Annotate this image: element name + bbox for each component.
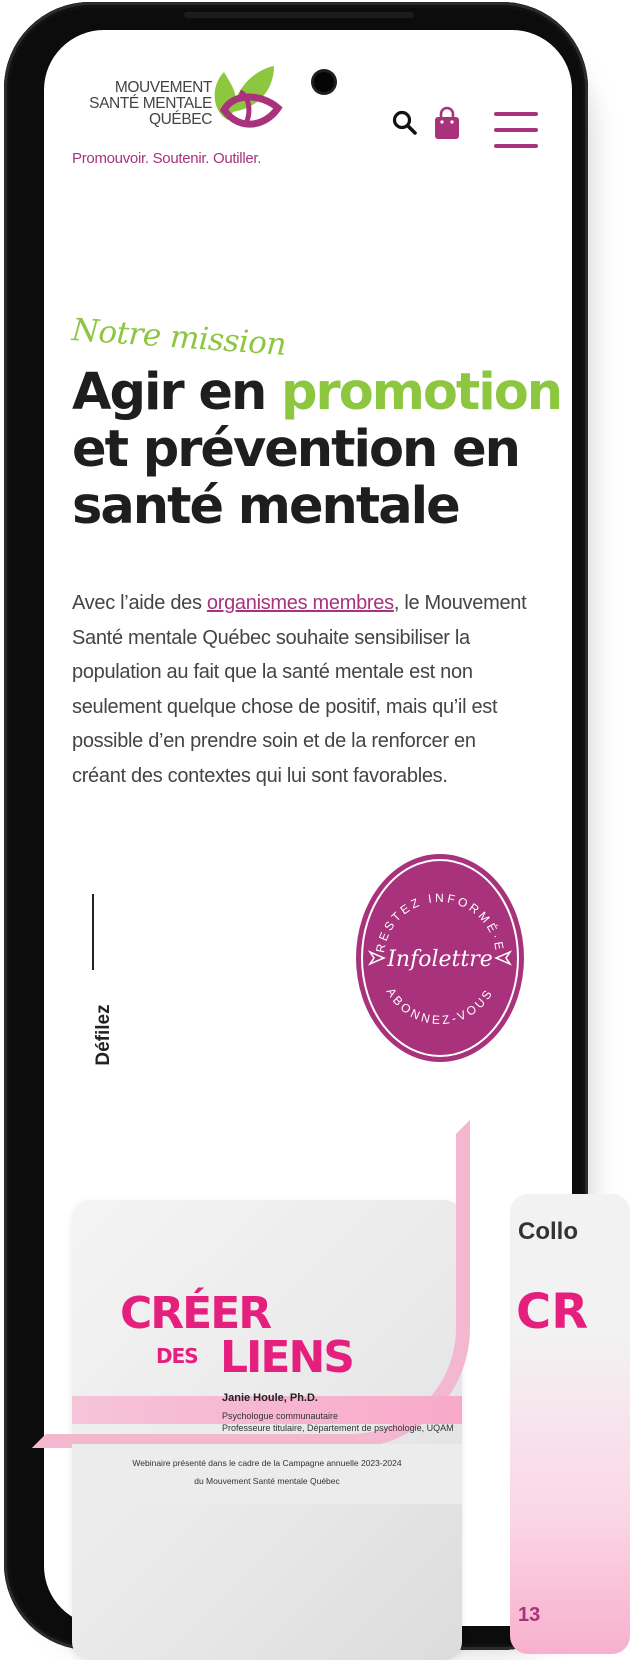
logo-line-2: SANTÉ MENTALE (89, 95, 212, 112)
hero-headline (72, 364, 572, 535)
card-footer-line-1: Webinaire présenté dans le cadre de la Campagne annuelle 2023-2024 (132, 1458, 402, 1468)
speaker-grill (184, 12, 414, 18)
card-author: Janie Houle, Ph.D. (222, 1392, 318, 1404)
intro-before: Avec l’aide des (72, 592, 207, 614)
scroll-indicator-line (92, 894, 94, 970)
intro-after: , le Mouvement Santé mentale Québec souhaite sensibiliser la population au fait que la santé mentale est non seulement quelque chose de positif, mais qu’il est possible d’en prendre soin et de la renforcer en créant des contextes qui lui sont favorables. (72, 592, 527, 787)
colloque-card[interactable] (510, 1194, 630, 1654)
card-title-line-1: CRÉER (120, 1288, 271, 1339)
headline-part-2: et prévention en (72, 420, 519, 479)
hamburger-menu-button[interactable] (494, 112, 540, 152)
headline-part-3: santé mentale (72, 477, 459, 536)
card-title-line-2: LIENS (220, 1332, 353, 1383)
hero-intro (72, 586, 532, 793)
phone-screen[interactable] (44, 30, 589, 1626)
card-footer-line-2: du Mouvement Santé mentale Québec (194, 1476, 340, 1486)
badge-center-text: Infolettre (387, 947, 493, 972)
front-camera (314, 72, 334, 92)
menu-bar (494, 128, 538, 132)
search-button[interactable] (392, 110, 418, 141)
card2-number: 13 (518, 1604, 541, 1626)
search-icon (392, 110, 418, 136)
logo-line-3: QUÉBEC (148, 111, 212, 128)
card2-title: CR (516, 1284, 589, 1340)
logo-leaves-icon (210, 62, 282, 142)
newsletter-badge[interactable] (354, 852, 526, 1064)
cart-button[interactable] (434, 106, 460, 145)
shopping-bag-icon (434, 106, 460, 140)
phone-frame (4, 2, 588, 1650)
card-title-small: DES (156, 1344, 198, 1368)
logo-tagline: Promouvoir. Soutenir. Outiller. (72, 150, 262, 167)
logo-line-1: MOUVEMENT (114, 79, 212, 96)
scroll-indicator-label: Défilez (93, 1004, 114, 1066)
badge-top-text: RESTEZ INFORMÉ·E (373, 890, 507, 954)
card-role-line-2: Professeure titulaire, Département de psychologie, UQAM (222, 1423, 454, 1433)
site-logo[interactable] (72, 62, 282, 172)
member-organizations-link[interactable]: organismes membres (206, 592, 394, 614)
card2-label: Collo (518, 1218, 578, 1245)
badge-bottom-text: ABONNEZ-VOUS (383, 985, 497, 1028)
section-eyebrow: Notre mission (70, 312, 288, 363)
headline-part-1: Agir en (72, 363, 282, 422)
card-author-role (222, 1410, 462, 1434)
webinar-card[interactable] (72, 1200, 462, 1660)
card-footer (72, 1444, 462, 1504)
menu-bar (494, 144, 538, 148)
menu-bar (494, 112, 538, 116)
newsletter-badge-graphic (354, 852, 526, 1064)
logo-wordmark (72, 80, 212, 128)
headline-accent: promotion (281, 363, 562, 422)
card-role-line-1: Psychologue communautaire (222, 1411, 339, 1421)
